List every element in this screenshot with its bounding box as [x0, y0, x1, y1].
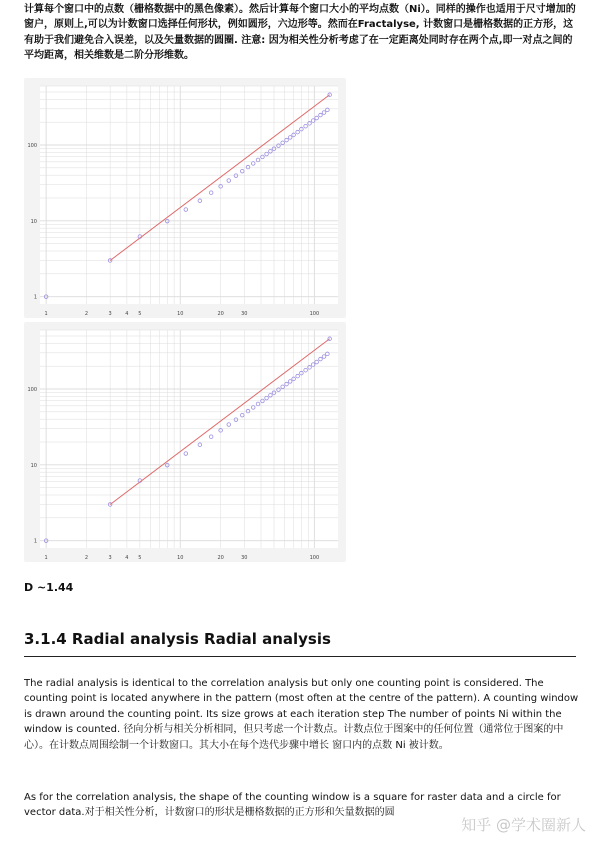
x-tick-label: 3: [108, 311, 112, 317]
x-tick-label: 10: [177, 555, 184, 561]
x-tick-label: 10: [177, 311, 184, 317]
radial-paragraph: The radial analysis is identical to the correlation analysis but only one counting point is considered. The counting point is located anywhere in the pattern (most often at the centre of the pattern). A counting window is drawn around the counting point. Its size grows at each iteration step The number of points Ni within the window is counted. 径向分析与相关分析相同，但只考虑一个计数点。计数点位于图案中的任何位置（通常位于图案的中心）。在计数点周围绘制一个计数窗口。其大小在每个迭代步骤中增长 窗口内的点数 Ni 被计数。: [24, 678, 579, 751]
x-tick-label: 2: [84, 555, 89, 561]
x-tick-label: 1: [44, 311, 48, 317]
plot-2-svg: [24, 322, 346, 562]
x-tick-label: 30: [241, 555, 248, 561]
log-log-plot-1: [24, 78, 346, 318]
window-shape-paragraph: As for the correlation analysis, the shape of the counting window is a square for raster data and a circle for vector data.对于相关性分析，计数窗口的形状是栅格数据的正方形和矢量数据的圆: [24, 792, 561, 819]
y-tick-label: 10: [30, 462, 37, 469]
y-tick-label: 100: [27, 387, 37, 394]
x-tick-label: 5: [138, 311, 142, 317]
intro-paragraph: 计算每个窗口中的点数（栅格数据中的黑色像素）。然后计算每个窗口大小的平均点数（Ni）。同样的操作也适用于尺寸增加的窗户，原则上,可以为计数窗口选择任何形状，例如圆形，六边形等。然而在Fractalyse, 计数窗口是栅格数据的正方形，这有助于我们避免合入误差，以及矢量数据的圆圈. 注意: 因为相关性分析考虑了在一定距离处同时存在两个点,即一对点之间的平均距离，相关维数是二阶分形维数。: [24, 4, 576, 62]
dimension-value: D ~1.44: [24, 581, 74, 594]
y-tick-label: 1: [33, 294, 37, 301]
plot-area: [40, 330, 338, 548]
section-title: 3.1.4 Radial analysis Radial analysis: [24, 630, 331, 648]
x-tick-label: 20: [217, 311, 224, 317]
x-tick-label: 100: [309, 311, 320, 317]
x-tick-label: 2: [84, 311, 89, 317]
x-tick-label: 20: [217, 555, 224, 561]
x-tick-label: 30: [241, 311, 248, 317]
y-tick-label: 100: [27, 143, 37, 150]
x-tick-label: 4: [125, 555, 129, 561]
plot-area: [40, 86, 338, 304]
x-tick-label: 1: [44, 555, 48, 561]
y-tick-label: 10: [30, 218, 37, 225]
x-tick-label: 100: [309, 555, 320, 561]
log-log-plot-2: [24, 322, 346, 562]
y-tick-label: 1: [33, 538, 37, 545]
x-tick-label: 5: [138, 555, 142, 561]
x-tick-label: 3: [108, 555, 112, 561]
plot-1-svg: [24, 78, 346, 318]
section-divider: [24, 656, 576, 657]
x-tick-label: 4: [125, 311, 129, 317]
watermark: 知乎 @学术圈新人: [461, 816, 586, 834]
